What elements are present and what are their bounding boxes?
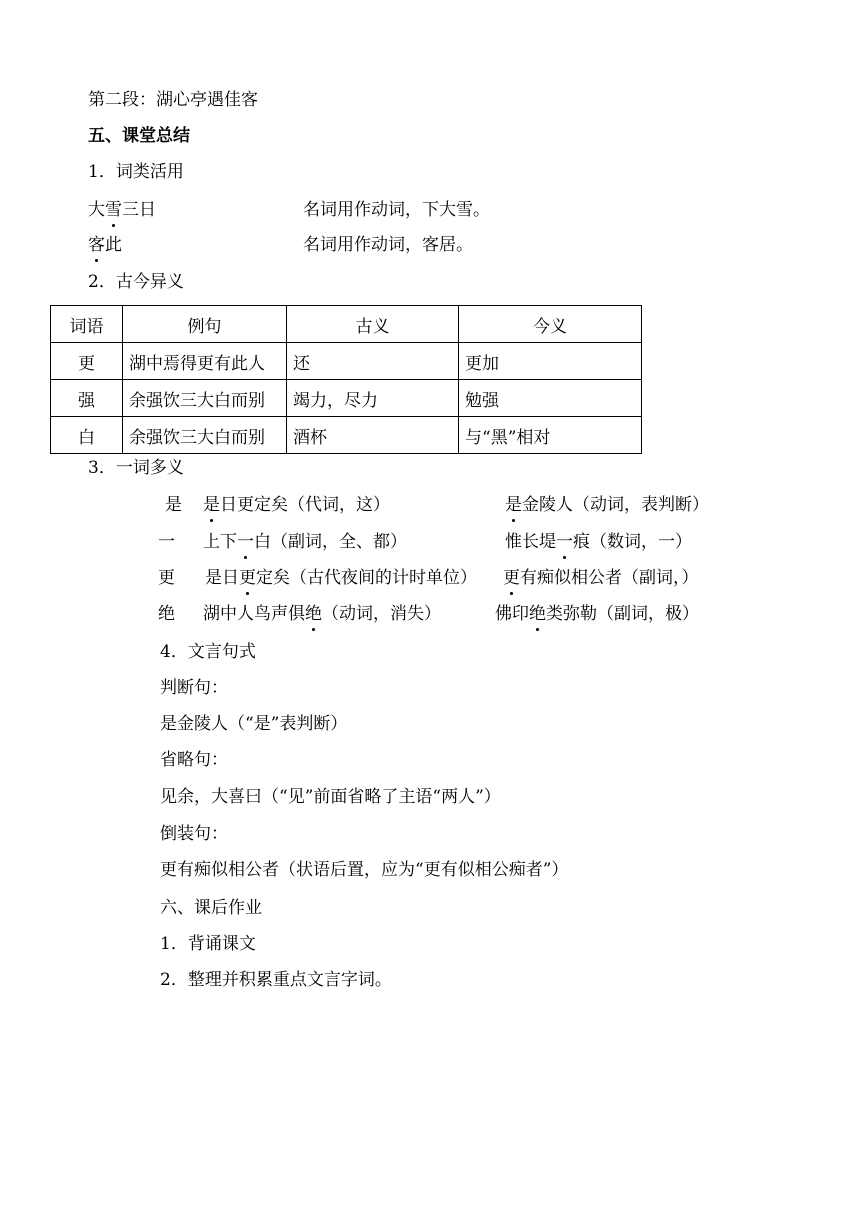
example-a-dotted-char: 一 [237, 532, 254, 552]
table-cell-ancient: 竭力，尽力 [287, 380, 459, 417]
example-b-post: 类弥勒（副词，极） [546, 604, 699, 624]
table-cell-word: 强 [51, 380, 123, 417]
example-b-dotted-char: 绝 [529, 604, 546, 624]
example-a-pre: 上下 [203, 532, 237, 552]
table-cell-word: 白 [51, 417, 123, 454]
table-cell-modern: 勉强 [459, 380, 642, 417]
polysemy-example-b [505, 530, 692, 554]
table-cell-example: 余强饮三大白而别 [123, 417, 287, 454]
polysemy-word: 是 [165, 495, 182, 515]
part1-row-post: 此 [105, 235, 122, 255]
example-b-pre: 佛印 [495, 604, 529, 624]
homework-heading: 六、课后作业 [160, 898, 262, 918]
sentence-pattern-line: 判断句： [160, 678, 228, 698]
example-a-post: （动词，消失） [322, 604, 441, 624]
part1-row-dotted-char: 客 [88, 235, 105, 255]
part3-heading: 3．一词多义 [88, 458, 184, 478]
example-b-dotted-char: 一 [556, 532, 573, 552]
table-row [51, 417, 642, 454]
part1-row-explain: 名词用作动词，客居。 [303, 235, 473, 255]
part1-row [88, 233, 122, 257]
polysemy-word: 绝 [158, 604, 175, 624]
sentence-pattern-line: 更有痴似相公者（状语后置，应为“更有似相公痴者”） [160, 860, 569, 880]
table-cell-modern: 与“黑”相对 [459, 417, 642, 454]
sentence-pattern-line: 见余，大喜曰（“见”前面省略了主语“两人”） [160, 787, 501, 807]
part1-row-explain: 名词用作动词，下大雪。 [303, 200, 490, 220]
table-header-cell: 词语 [51, 306, 123, 343]
example-a-dotted-char: 绝 [305, 604, 322, 624]
table-cell-ancient: 酒杯 [287, 417, 459, 454]
example-b-pre: 惟长堤 [505, 532, 556, 552]
sentence-pattern-line: 是金陵人（“是”表判断） [160, 714, 348, 734]
polysemy-example-a [203, 530, 407, 554]
table-header-cell: 例句 [123, 306, 287, 343]
polysemy-example-a [203, 602, 441, 626]
example-a-post: 定矣（古代夜间的计时单位） [256, 568, 477, 588]
homework-item: 2．整理并积累重点文言字词。 [160, 970, 392, 990]
table-cell-word: 更 [51, 343, 123, 380]
part4-heading: 4．文言句式 [160, 642, 256, 662]
example-b-dotted-char: 更 [503, 568, 520, 588]
polysemy-example-b [503, 566, 699, 590]
table-row [51, 343, 642, 380]
part1-row-pre: 大 [88, 200, 105, 220]
example-a-post: 白（副词，全、都） [254, 532, 407, 552]
example-b-post: 痕（数词，一） [573, 532, 692, 552]
part1-row [88, 198, 156, 222]
example-a-pre: 湖中人鸟声俱 [203, 604, 305, 624]
table-cell-modern: 更加 [459, 343, 642, 380]
sentence-pattern-line: 省略句： [160, 750, 228, 770]
polysemy-word: 更 [158, 568, 175, 588]
polysemy-example-b [505, 493, 709, 517]
sentence-pattern-line: 倒装句： [160, 824, 228, 844]
table-header-cell: 今义 [459, 306, 642, 343]
polysemy-example-a [203, 493, 390, 517]
polysemy-example-a [205, 566, 477, 590]
homework-item: 1．背诵课文 [160, 934, 256, 954]
part2-heading: 2．古今异义 [88, 272, 184, 292]
table-cell-example: 湖中焉得更有此人 [123, 343, 287, 380]
example-b-post: 有痴似相公者（副词，） [520, 568, 699, 588]
table-cell-example: 余强饮三大白而别 [123, 380, 287, 417]
summary-heading: 五、课堂总结 [88, 126, 190, 146]
part1-heading: 1．词类活用 [88, 162, 184, 182]
example-a-dotted-char: 更 [239, 568, 256, 588]
ancient-modern-meaning-table [50, 305, 642, 454]
part1-row-post: 三日 [122, 200, 156, 220]
polysemy-word: 一 [158, 532, 175, 552]
section2-title: 第二段：湖心亭遇佳客 [88, 90, 258, 110]
example-b-dotted-char: 是 [505, 495, 522, 515]
table-row [51, 380, 642, 417]
example-b-post: 金陵人（动词，表判断） [522, 495, 709, 515]
table-header-cell: 古义 [287, 306, 459, 343]
example-a-dotted-char: 是 [203, 495, 220, 515]
table-cell-ancient: 还 [287, 343, 459, 380]
table-header-row [51, 306, 642, 343]
polysemy-example-b [495, 602, 699, 626]
example-a-post: 日更定矣（代词，这） [220, 495, 390, 515]
part1-row-dotted-char: 雪 [105, 200, 122, 220]
example-a-pre: 是日 [205, 568, 239, 588]
